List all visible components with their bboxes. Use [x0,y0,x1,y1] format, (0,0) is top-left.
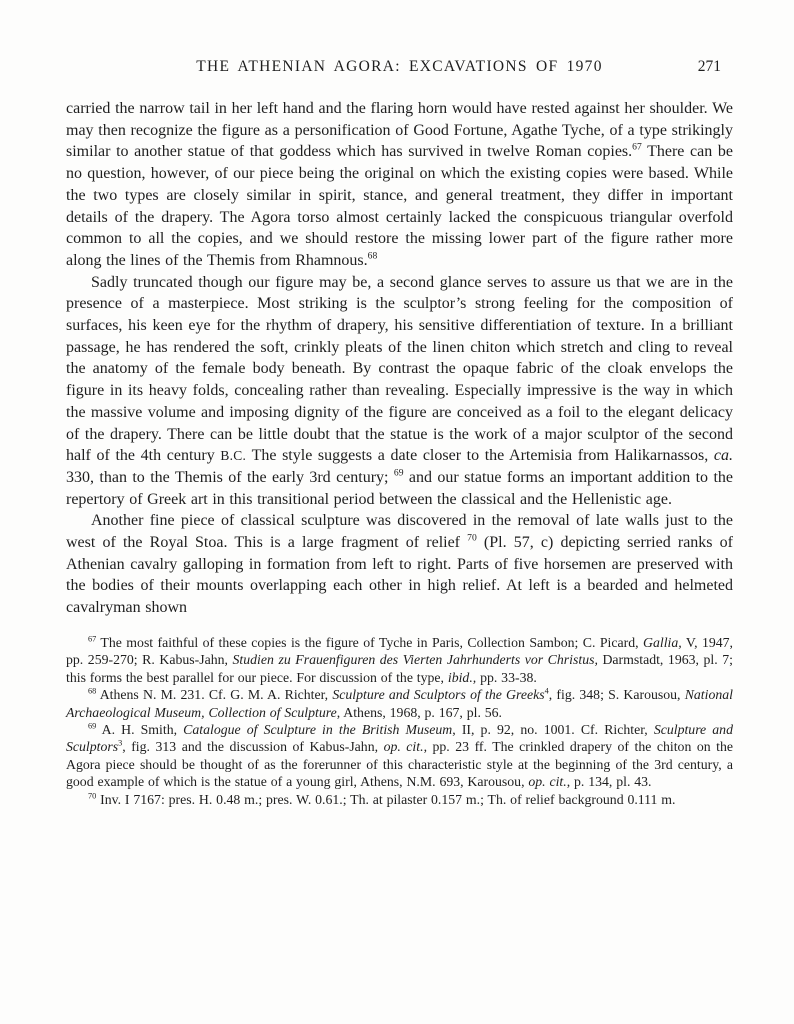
body-paragraph-2 [66,272,733,511]
text-run: The style suggests a date closer to the Artemisia from Halikarnassos, [246,447,714,465]
superscript-marker: 3 [118,738,123,748]
text-run: , II, p. 92, no. 1001. Cf. Richter, [452,721,654,737]
text-run: Darmstadt, 1963, pl. 7; this forms the best parallel for our piece. For discussion of the type, [66,652,733,685]
page-number: 271 [697,58,721,75]
text-run: Sadly truncated though our figure may be, a second glance serves to assure us that we are in the presence of a masterpiece. Most striking is the sculptor’s strong feeling for the composition of surfaces, his keen eye for the rhythm of drapery, his sensitive differentiation of texture. In a brilliant passage, he has rendered the soft, crinkly pleats of the linen chiton which stretch and cling to reveal the anatomy of the female body beneath. By contrast the opaque fabric of the cloak envelops the figure in its heavy folds, concealing rather than revealing. Especially impressive is the way in which the massive volume and imposing dignity of the figure are conceived as a foil to the elegant delicacy of the drapery. There can be little doubt that the statue is the work of a major sculptor of the second half of the 4th century [66,273,733,465]
footnote-68 [66,686,733,721]
text-run: Another fine piece of classical sculpture was discovered in the removal of late walls just to the west of the Royal Stoa. This is a large fragment of relief [66,512,733,552]
text-run: Sculpture and Sculptors of the Greeks [332,687,545,703]
page-header [66,57,733,77]
superscript-marker: 69 [393,467,404,479]
text-run: carried the narrow tail in her left hand and the flaring horn would have rested against her shoulder. We may then recognize the figure as a personification of Good Fortune, Agathe Tyche, of a type strikingly similar to another statue of that goddess which has survived in twelve Roman copies. [66,100,733,161]
text-run: Gallia, [643,634,682,650]
footnote-70 [66,791,733,808]
running-head-title: THE ATHENIAN AGORA: EXCAVATIONS OF 1970 [196,58,603,75]
text-run: , fig. 348; S. Karousou, [548,687,685,703]
footnotes-section [66,634,733,808]
text-run: National Archaeological Museum, Collection of Sculpture [66,687,733,720]
text-run: Inv. I 7167: pres. H. 0.48 m.; pres. W. 0.61.; Th. at pilaster 0.157 m.; Th. of relief background 0.111 m. [96,791,676,807]
text-run: ibid., [447,669,477,685]
text-run: There can be no question, however, of our piece being the original on which the existing copies were based. While the two types are closely similar in spirit, stance, and general treatment, they differ in important details of the drapery. The Agora torso almost certainly lacked the conspicuous triangular overfold common to all the copies, and we should restore the missing lower part of the figure rather more along the lines of the Themis from Rhamnous. [66,143,734,269]
text-run: V, 1947, pp. 259-270; R. Kabus-Jahn, [66,634,733,668]
text-run: pp. 33-38. [476,669,537,685]
text-run: A. H. Smith, [96,721,184,737]
text-run: and our statue forms an important addition to the repertory of Greek art in this transitional period between the classical and the Hellenistic age. [66,468,733,508]
footnote-67 [66,634,733,686]
body-paragraph-1 [66,98,733,272]
text-run: Athens N. M. 231. Cf. G. M. A. Richter, [96,687,333,703]
superscript-marker: 68 [367,250,378,262]
text-run: , p. 134, pl. 43. [566,774,652,790]
text-run: op. cit. [383,739,424,755]
text-run: Studien zu Frauenfiguren des Vierten Jahrhunderts vor Christus, [232,652,598,668]
body-paragraph-3 [66,510,733,619]
footnote-69 [66,721,733,791]
superscript-marker: 4 [544,686,549,696]
body-text [66,98,733,619]
text-run: , Athens, 1968, p. 167, pl. 56. [336,704,502,720]
text-run: ca. [713,447,734,465]
text-run: The most faithful of these copies is the figure of Tyche in Paris, Collection Sambon; C. Picard, [96,634,643,650]
superscript-marker: 70 [88,790,97,800]
superscript-marker: 67 [632,142,642,154]
text-run: Sculpture and Sculptors [66,721,733,755]
superscript-marker: 67 [88,634,97,644]
text-run: 330, than to the Themis of the early 3rd century; [66,468,394,486]
superscript-marker: 69 [88,721,97,731]
text-run: (Pl. 57, c) depicting serried ranks of Athenian cavalry galloping in formation from left to right. Parts of five horsemen are preserved with the bodies of their mounts overlapping each other in high relief. At left is a bearded and helmeted cavalryman shown [66,534,734,617]
text-run: op. cit. [528,774,567,790]
superscript-marker: 70 [467,532,477,544]
text-run: Catalogue of Sculpture in the British Museum [183,721,453,737]
text-run: , fig. 313 and the discussion of Kabus-Jahn, [122,739,384,755]
superscript-marker: 68 [88,686,97,696]
text-run: B.C. [220,448,247,464]
text-run: , pp. 23 ff. The crinkled drapery of the chiton on the Agora piece should be thought of as the forerunner of this characteristic style at the beginning of the 3rd century, a good example of which is the statue of a young girl, Athens, N.M. 693, Karousou, [66,739,733,790]
